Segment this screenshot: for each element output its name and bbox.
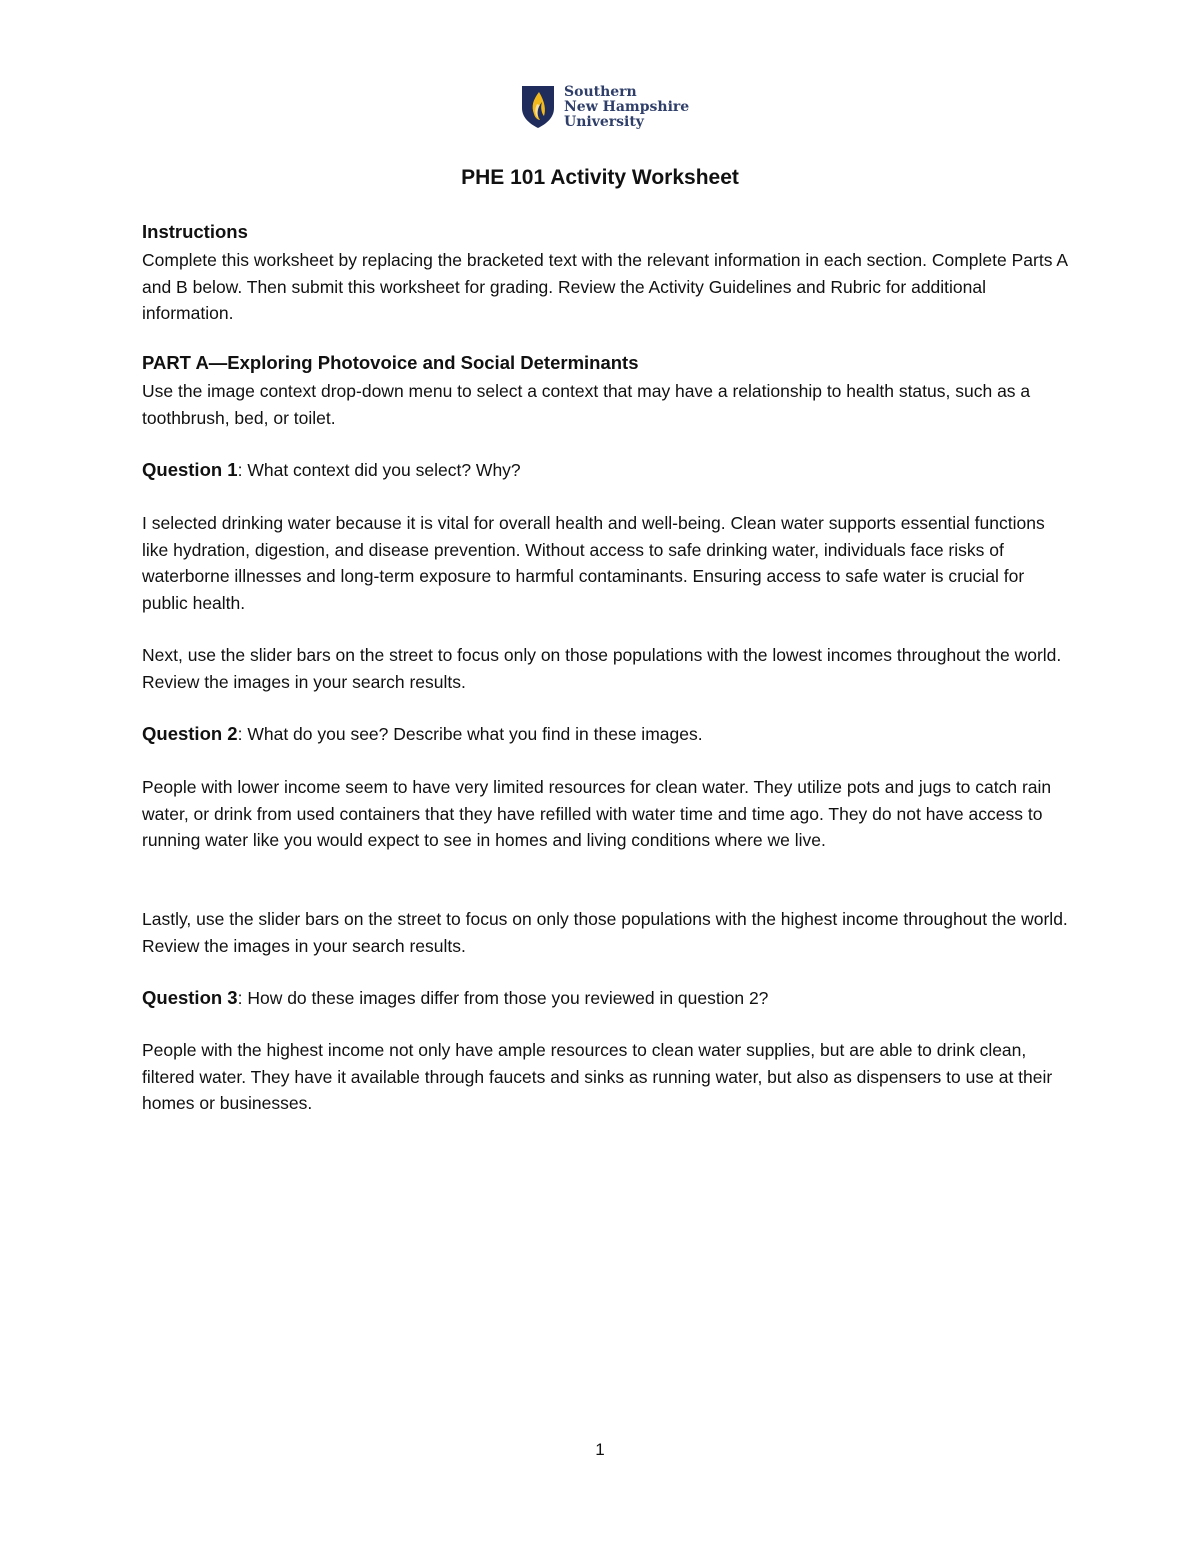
answer-2: People with lower income seem to have very limited resources for clean water. They utilize pots and jugs to catch rain water, or drink from used containers that they have refilled with water time and time ago. They do not have access to running water like you would expect to see in homes and living conditions where we live. (142, 777, 1052, 850)
shield-flame-icon (520, 84, 556, 130)
question-3-label: Question 3 (142, 987, 238, 1008)
question-2-text: : What do you see? Describe what you find in these images. (237, 724, 703, 744)
instructions-text: Complete this worksheet by replacing the bracketed text with the relevant information in each section. Complete Parts A and B below. Then submit this worksheet for grading. Review the Activity Guidelines and Rubric for additional information. (142, 250, 1068, 323)
document-title: PHE 101 Activity Worksheet (461, 166, 739, 189)
question-2-label: Question 2 (142, 723, 238, 744)
logo-line-1: Southern (564, 83, 637, 100)
instructions-heading: Instructions (142, 221, 248, 242)
answer-1: I selected drinking water because it is vital for overall health and well-being. Clean water supports essential functions like hydration, digestion, and disease prevention. Without access to safe drinking water, individuals face risks of waterborne illnesses and long-term exposure to harmful contaminants. Ensuring access to safe water is crucial for public health. (142, 513, 1045, 613)
answer-3: People with the highest income not only have ample resources to clean water supplies, but are able to drink clean, filtered water. They have it available through faucets and sinks as running water, but also as dispensers to use at their homes or businesses. (142, 1040, 1053, 1113)
page-number: 1 (595, 1440, 605, 1459)
question-1 (142, 457, 1072, 484)
question-1-text: : What context did you select? Why? (237, 460, 521, 480)
university-logo (520, 84, 689, 130)
question-3-text: : How do these images differ from those you reviewed in question 2? (237, 988, 769, 1008)
logo-line-3: University (564, 113, 644, 130)
next-instructions: Next, use the slider bars on the street to focus only on those populations with the lowest incomes throughout the world. Review the images in your search results. (142, 645, 1062, 692)
logo-wordmark (564, 85, 689, 130)
question-2 (142, 721, 1072, 748)
question-1-label: Question 1 (142, 459, 238, 480)
part-a-heading: PART A—Exploring Photovoice and Social Determinants (142, 352, 639, 373)
question-3 (142, 985, 1072, 1012)
logo-line-2: New Hampshire (564, 98, 690, 115)
last-instructions: Lastly, use the slider bars on the street to focus on only those populations with the highest income throughout the world. Review the images in your search results. (142, 909, 1068, 956)
part-a-text: Use the image context drop-down menu to select a context that may have a relationship to health status, such as a toothbrush, bed, or toilet. (142, 381, 1031, 428)
